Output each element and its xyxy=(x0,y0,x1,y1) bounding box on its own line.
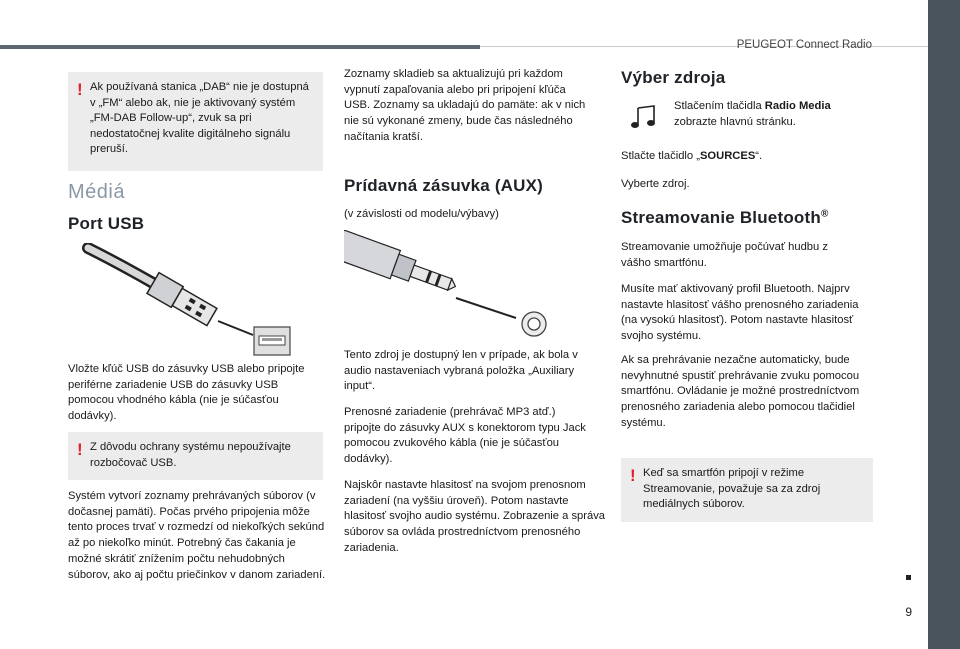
note-dab xyxy=(68,72,323,171)
bt-paragraph-3: Ak sa prehrávanie nezačne automaticky, bude nevyhnutné spustiť prehrávanie zvuku pomocou smartfónu. Ovládanie je možné prostredníctvom prenosného zariadenia alebo pomocou tlačidiel systému. xyxy=(621,354,860,429)
usb-plug-icon xyxy=(88,248,218,327)
choose-source: Vyberte zdroj. xyxy=(621,178,690,190)
usb-paragraph: Vložte kľúč USB do zásuvky USB alebo pripojte periférne zariadenie USB do zásuvky USB pomocou vhodného kábla (nie je súčasťou dodávky). xyxy=(68,363,305,423)
aux-illustration xyxy=(344,230,554,340)
note-dab-text: Ak používaná stanica „DAB“ nie je dostupná v „FM“ alebo ak, nie je aktivovaný systém „FM-DAB Follow-up“, zvuk sa pri nedostatočnej kvalite digitálneho signálu preruší. xyxy=(90,81,309,155)
aux-paragraph-3: Najskôr nastavte hlasitosť na svojom prenosnom zariadení (na vyššiu úroveň). Potom nastavte hlasitosť svojho audio systému. Zobrazenie a správa súborov sa ovláda prostredníctvom prenosného zariadenia. xyxy=(344,479,606,554)
usb-socket-icon xyxy=(254,327,290,355)
header-title: PEUGEOT Connect Radio xyxy=(736,39,872,51)
source-step: Stlačením tlačidla Radio Media zobrazte hlavnú stránku. xyxy=(674,100,831,128)
jack-plug-icon xyxy=(344,230,459,297)
usb-title: Port USB xyxy=(68,214,145,233)
page-number: 9 xyxy=(905,605,912,619)
aux-paragraph-2: Prenosné zariadenie (prehrávač MP3 atď.) pripojte do zásuvky AUX s konektorom typu Jack pomocou zvukového kábla (nie je súčasťou dodávky). xyxy=(344,406,586,466)
aux-socket-icon xyxy=(522,312,546,336)
radio-media-label: Radio Media xyxy=(764,100,831,112)
note-bt-text: Keď sa smartfón pripojí v režime Streamovanie, považuje sa za zdroj mediálnych súborov. xyxy=(643,467,821,510)
warning-icon: ! xyxy=(77,80,83,99)
note-bt xyxy=(621,458,873,522)
bt-paragraph-1: Streamovanie umožňuje počúvať hudbu z vášho smartfónu. xyxy=(621,241,828,269)
sources-step: Stlačte tlačidlo „SOURCES“. xyxy=(621,150,763,162)
note-usb xyxy=(68,432,323,480)
side-strip xyxy=(928,0,960,649)
music-note-icon xyxy=(630,104,658,130)
note-usb-text: Z dôvodu ochrany systému nepoužívajte rozbočovač USB. xyxy=(90,441,291,469)
sources-label: SOURCES xyxy=(699,150,756,162)
warning-icon: ! xyxy=(630,466,636,485)
playlist-update-paragraph: Zoznamy skladieb sa aktualizujú pri každom vypnutí zapaľovania alebo pri pripojení kľúča USB. Zoznamy sa ukladajú do pamäte: ak v nich nie sú vykonané zmeny, bude čas následného načítania kratší. xyxy=(344,68,586,143)
aux-subtitle: (v závislosti od modelu/výbavy) xyxy=(344,208,499,220)
header-rule xyxy=(0,45,480,49)
bt-paragraph-2: Musíte mať aktivovaný profil Bluetooth. Najprv nastavte hlasitosť vášho prenosného zariadenia (na vysokú hlasitosť). Potom nastavte hlasitosť svojho systému. xyxy=(621,283,859,343)
warning-icon: ! xyxy=(77,440,83,459)
section-title: Médiá xyxy=(68,181,125,203)
source-title: Výber zdroja xyxy=(621,68,726,87)
continue-marker xyxy=(906,575,911,580)
playlist-paragraph: Systém vytvorí zoznamy prehrávaných súborov (v dočasnej pamäti). Počas prvého pripojenia môže tento proces trvať v rozmedzí od niekoľkých sekúnd až po niekoľko minút. Potrebný čas čakania je možné skrátiť znížením počtu nehudobných súborov, ako aj počtu priečinkov v danom zariadení. xyxy=(68,490,326,581)
bt-title: Streamovanie Bluetooth® xyxy=(621,208,829,227)
usb-illustration xyxy=(68,243,308,358)
aux-title: Prídavná zásuvka (AUX) xyxy=(344,176,544,195)
aux-paragraph-1: Tento zdroj je dostupný len v prípade, ak bola v audio nastaveniach vybraná položka „Auxiliary input“. xyxy=(344,349,578,393)
